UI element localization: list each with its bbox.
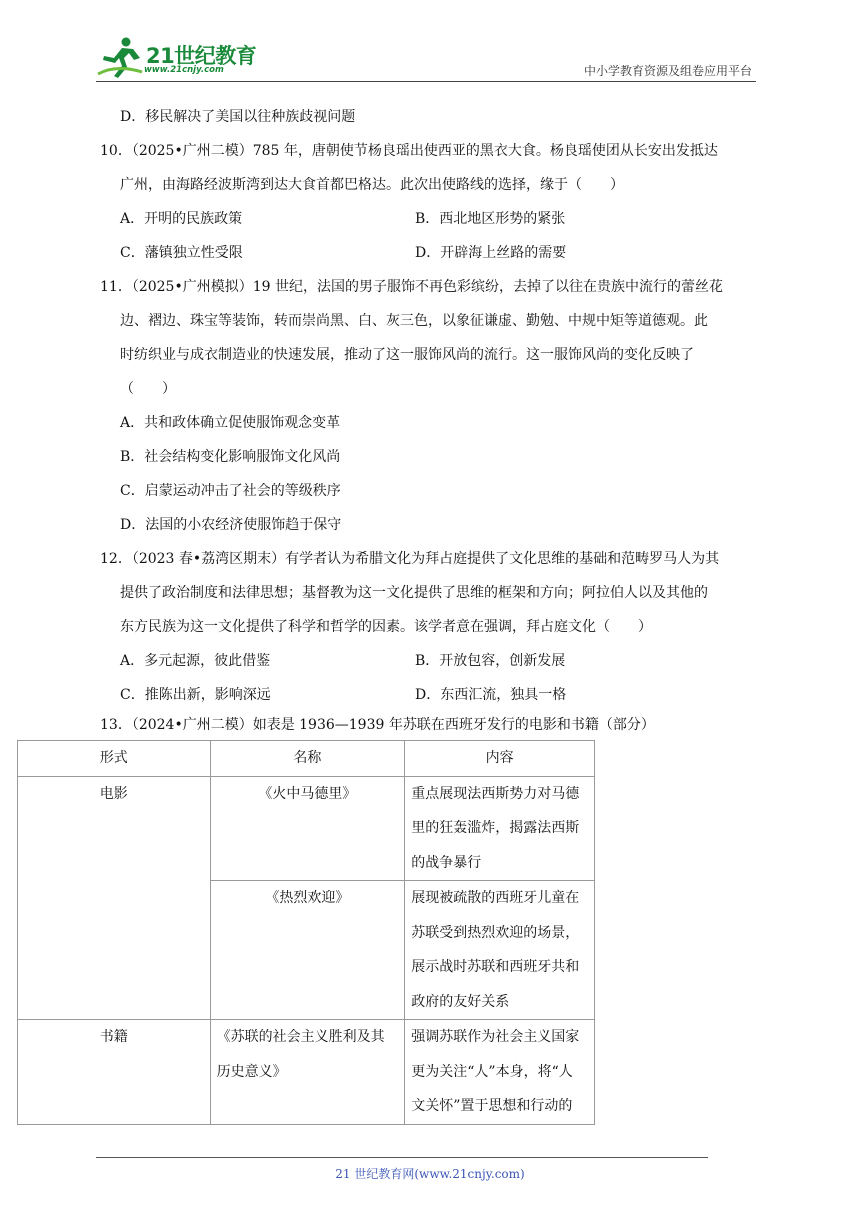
question-11-line-2: 边、褶边、珠宝等装饰，转而崇尚黑、白、灰三色，以象征谦虚、勤勉、中规中矩等道德观。此 bbox=[120, 313, 708, 329]
content-line: 政府的友好关系 bbox=[411, 993, 510, 1010]
table-cell-type: 电影 bbox=[18, 776, 211, 1020]
question-11-line-1: 11．（2025•广州模拟）19 世纪，法国的男子服饰不再色彩缤纷，去掉了以往在贵族中流行的蕾丝花 bbox=[100, 279, 723, 295]
table-cell-content bbox=[405, 776, 595, 881]
content-line: 更为关注“人”本身，将“人 bbox=[411, 1063, 573, 1080]
table-header-row bbox=[18, 741, 595, 777]
question-10-line-2: 广州，由海路经波斯湾到达大食首都巴格达。此次出使路线的选择，缘于（ ） bbox=[120, 177, 624, 193]
table-cell-content bbox=[405, 1020, 595, 1125]
option-c: C．推陈出新，影响深远 bbox=[120, 687, 271, 703]
option-c: C．启蒙运动冲击了社会的等级秩序 bbox=[120, 483, 341, 499]
name-line: 《火中马德里》 bbox=[258, 785, 357, 802]
table-cell-content bbox=[405, 881, 595, 1020]
page-header bbox=[96, 36, 756, 82]
media-table bbox=[17, 740, 595, 1125]
content-line: 的战争暴行 bbox=[411, 854, 482, 871]
page-footer: 21 世纪教育网(www.21cnjy.com) bbox=[335, 1167, 525, 1181]
question-12-line-3: 东方民族为这一文化提供了科学和哲学的因素。该学者意在强调，拜占庭文化（ ） bbox=[120, 619, 652, 635]
content-line: 苏联受到热烈欢迎的场景， bbox=[411, 924, 580, 941]
table-cell-name bbox=[210, 776, 405, 881]
table-row bbox=[18, 776, 595, 881]
question-12-line-1: 12．（2023 春•荔湾区期末）有学者认为希腊文化为拜占庭提供了文化思维的基础和范畴罗马人为其 bbox=[100, 551, 720, 567]
name-line: 历史意义》 bbox=[216, 1063, 287, 1080]
option-d: D．东西汇流，独具一格 bbox=[415, 687, 567, 703]
option-a: A．共和政体确立促使服饰观念变革 bbox=[120, 415, 341, 431]
option-b: B．开放包容，创新发展 bbox=[415, 653, 566, 669]
content-line: 里的狂轰滥炸，揭露法西斯 bbox=[411, 820, 580, 836]
table-header-cell: 内容 bbox=[405, 741, 595, 777]
runner-icon bbox=[96, 36, 144, 80]
question-10-line-1: 10．（2025•广州二模）785 年，唐朝使节杨良瑶出使西亚的黑衣大食。杨良瑶使团从长安出发抵达 bbox=[100, 143, 718, 159]
question-11-line-4: （ ） bbox=[120, 381, 176, 397]
option-a: A．开明的民族政策 bbox=[120, 211, 243, 227]
table-row bbox=[18, 1020, 595, 1125]
table-header-cell: 形式 bbox=[18, 741, 211, 777]
table-cell-name bbox=[210, 1020, 405, 1125]
logo-text: 21世纪教育 bbox=[146, 44, 257, 68]
table-header-cell: 名称 bbox=[210, 741, 405, 777]
option-d: D．开辟海上丝路的需要 bbox=[415, 245, 567, 261]
name-line: 《苏联的社会主义胜利及其 bbox=[216, 1029, 385, 1045]
logo-url: www.21cnjy.com bbox=[144, 65, 224, 75]
logo bbox=[96, 36, 266, 80]
option-a: A．多元起源，彼此借鉴 bbox=[120, 653, 271, 669]
question-13-line: 13．（2024•广州二模）如表是 1936—1939 年苏联在西班牙发行的电影和书籍（部分） bbox=[100, 717, 655, 733]
content-line: 强调苏联作为社会主义国家 bbox=[411, 1029, 580, 1045]
platform-title: 中小学教育资源及组卷应用平台 bbox=[583, 64, 752, 78]
option-d: D．移民解决了美国以往种族歧视问题 bbox=[120, 109, 356, 125]
header-divider bbox=[96, 81, 756, 82]
table-cell-name bbox=[210, 881, 405, 1020]
content-line: 展现被疏散的西班牙儿童在 bbox=[411, 890, 580, 906]
table-cell-type: 书籍 bbox=[18, 1020, 211, 1125]
content-line: 重点展现法西斯势力对马德 bbox=[411, 785, 580, 802]
option-b: B．社会结构变化影响服饰文化风尚 bbox=[120, 449, 341, 465]
content-line: 文关怀”置于思想和行动的 bbox=[411, 1098, 573, 1114]
name-line: 《热烈欢迎》 bbox=[265, 890, 350, 906]
footer-divider bbox=[96, 1157, 708, 1158]
question-12-line-2: 提供了政治制度和法律思想；基督教为这一文化提供了思维的框架和方向；阿拉伯人以及其他的 bbox=[120, 585, 708, 601]
option-c: C．藩镇独立性受限 bbox=[120, 245, 243, 261]
option-d: D．法国的小农经济使服饰趋于保守 bbox=[120, 517, 342, 533]
question-11-line-3: 时纺织业与成衣制造业的快速发展，推动了这一服饰风尚的流行。这一服饰风尚的变化反映了 bbox=[120, 347, 694, 363]
content-line: 展示战时苏联和西班牙共和 bbox=[411, 959, 580, 975]
option-b: B．西北地区形势的紧张 bbox=[415, 211, 566, 227]
